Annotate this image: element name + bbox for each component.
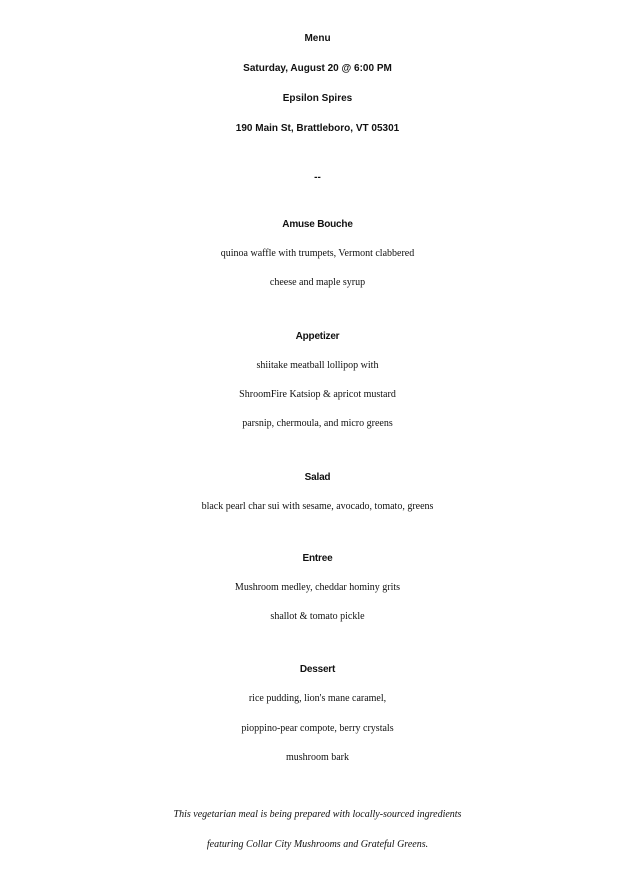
event-date: Saturday, August 20 @ 6:00 PM [243, 63, 392, 74]
course-line: black pearl char sui with sesame, avocado, tomato, greens [201, 501, 434, 512]
course-name-salad: Salad [304, 472, 331, 483]
course-line: mushroom bark [285, 752, 350, 763]
course-line: shiitake meatball lollipop with [256, 360, 379, 371]
course-line: shallot & tomato pickle [270, 611, 365, 622]
course-line: pioppino-pear compote, berry crystals [241, 723, 394, 734]
course-name-appetizer: Appetizer [295, 331, 340, 342]
venue-name: Epsilon Spires [282, 93, 353, 104]
course-name-entree: Entree [302, 553, 333, 564]
course-name-amuse-bouche: Amuse Bouche [282, 219, 353, 230]
course-line: Mushroom medley, cheddar hominy grits [234, 582, 401, 593]
course-line: ShroomFire Katsiop & apricot mustard [239, 389, 396, 400]
separator: -- [314, 172, 321, 183]
course-line: cheese and maple syrup [269, 277, 366, 288]
course-line: rice pudding, lion's mane caramel, [248, 693, 387, 704]
course-line: parsnip, chermoula, and micro greens [242, 418, 393, 429]
venue-address: 190 Main St, Brattleboro, VT 05301 [235, 123, 400, 134]
footer-note-line: This vegetarian meal is being prepared with locally-sourced ingredients [173, 809, 462, 820]
course-line: quinoa waffle with trumpets, Vermont clabbered [220, 248, 415, 259]
footer-note-line: featuring Collar City Mushrooms and Grateful Greens. [206, 839, 429, 850]
menu-title: Menu [304, 33, 331, 44]
course-name-dessert: Dessert [299, 664, 336, 675]
